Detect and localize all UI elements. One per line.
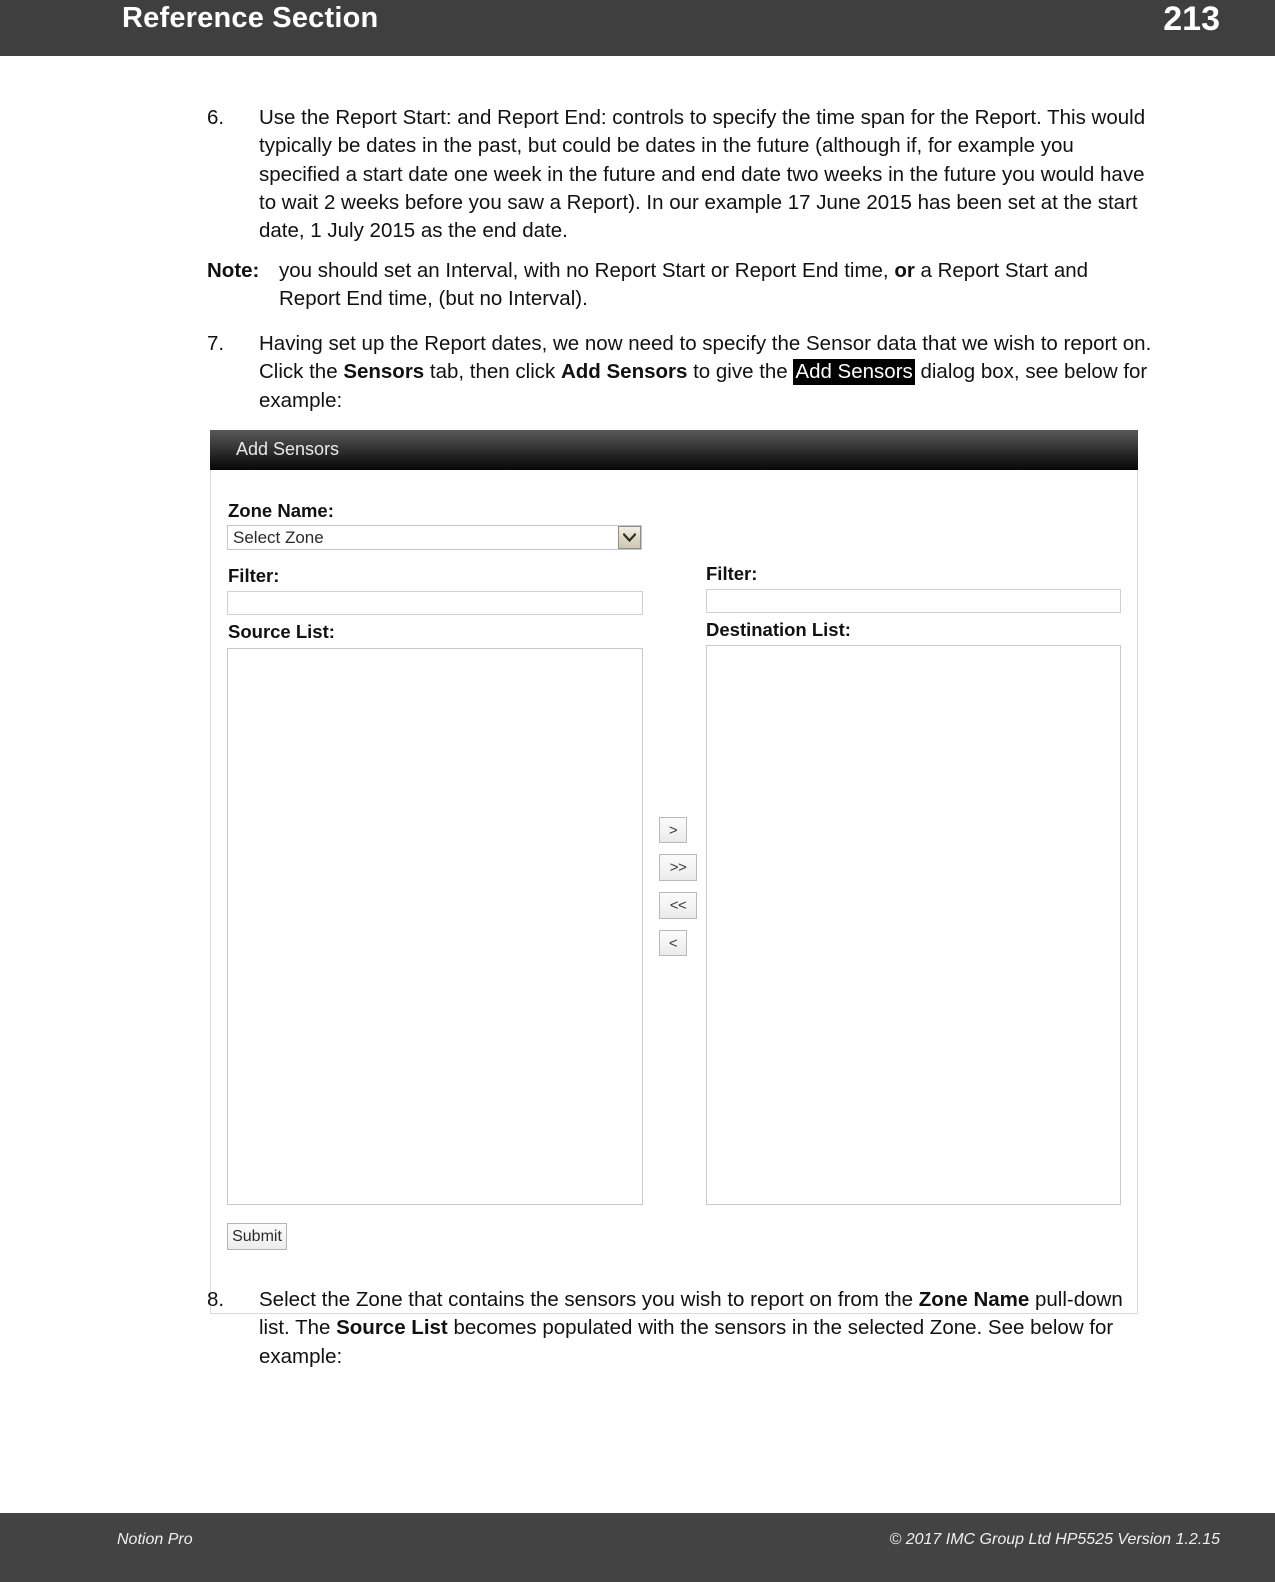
zone-name-label: Zone Name: <box>228 500 334 521</box>
note-block <box>207 257 1107 314</box>
source-list-label: Source List: <box>228 621 335 642</box>
move-selected-left-button[interactable]: < <box>659 930 687 956</box>
list-item-6 <box>207 104 1152 245</box>
item8-bold-source-list: Source List <box>336 1316 448 1340</box>
destination-list-label: Destination List: <box>706 619 851 640</box>
note-label: Note: <box>207 259 260 282</box>
dialog-title: Add Sensors <box>236 439 340 459</box>
list-item-6-number: 6. <box>207 106 225 129</box>
submit-button[interactable]: Submit <box>227 1223 287 1250</box>
footer-copyright: © 2017 IMC Group Ltd HP5525 Version 1.2.15 <box>889 1531 1220 1548</box>
dialog-body <box>211 471 1137 1313</box>
list-item-8 <box>207 1286 1147 1371</box>
item8-part2: pull-down list. The <box>259 1288 1123 1340</box>
move-all-left-button[interactable]: << <box>659 892 697 919</box>
add-sensors-dialog <box>210 430 1138 1314</box>
page-header <box>0 0 1275 56</box>
footer-product-name: Notion Pro <box>117 1531 193 1548</box>
dialog-titlebar <box>210 430 1138 470</box>
note-text <box>279 257 1107 314</box>
item7-part1: Having set up the Report dates, we now need to specify the Sensor data that we wish to report on. Click the <box>259 332 1152 384</box>
source-list[interactable] <box>227 648 643 1205</box>
page-number: 213 <box>1163 0 1220 38</box>
list-item-7-text <box>259 330 1152 415</box>
list-item-8-text <box>259 1286 1147 1371</box>
chevron-down-icon[interactable] <box>618 526 641 549</box>
page-title: Reference Section <box>122 2 379 34</box>
source-filter-input[interactable] <box>227 591 643 615</box>
zone-name-selected-value: Select Zone <box>233 528 324 547</box>
page-footer <box>0 1513 1275 1582</box>
source-filter-label: Filter: <box>228 565 280 586</box>
item7-bold-sensors-tab: Sensors <box>343 360 425 384</box>
zone-name-select[interactable] <box>227 525 642 550</box>
item7-highlight-add-sensors: Add Sensors <box>795 360 913 384</box>
move-selected-right-button[interactable]: > <box>659 817 687 843</box>
list-item-8-number: 8. <box>207 1288 225 1311</box>
list-item-7-number: 7. <box>207 332 225 355</box>
list-item-7 <box>207 330 1152 415</box>
item8-part3: becomes populated with the sensors in the selected Zone. See below for example: <box>259 1316 1114 1368</box>
destination-filter-input[interactable] <box>706 589 1121 613</box>
list-item-6-text: Use the Report Start: and Report End: controls to specify the time span for the Report. This would typically be dates in the past, but could be dates in the future (although if, for example you specified a start date one week in the future and end date two weeks in the future you would have to wait 2 weeks before you saw a Report). In our example 17 June 2015 has been set at the start date, 1 July 2015 as the end date. <box>259 106 1146 243</box>
destination-filter-label: Filter: <box>706 563 758 584</box>
note-text-part2: a Report Start and Report End time, (but no Interval). <box>279 259 1089 311</box>
item7-part2: tab, then click <box>424 360 561 384</box>
move-all-right-button[interactable]: >> <box>659 854 697 881</box>
destination-list[interactable] <box>706 645 1121 1205</box>
note-emphasis: or <box>894 259 915 282</box>
item7-part4: dialog box, see below for example: <box>259 360 1148 412</box>
item7-part3: to give the <box>687 360 794 384</box>
item8-bold-zone-name: Zone Name <box>918 1288 1030 1311</box>
item8-part1: Select the Zone that contains the sensors you wish to report on from the <box>259 1288 919 1311</box>
note-text-part1: you should set an Interval, with no Report Start or Report End time, <box>279 259 895 282</box>
item7-bold-add-sensors-button: Add Sensors <box>560 360 688 384</box>
